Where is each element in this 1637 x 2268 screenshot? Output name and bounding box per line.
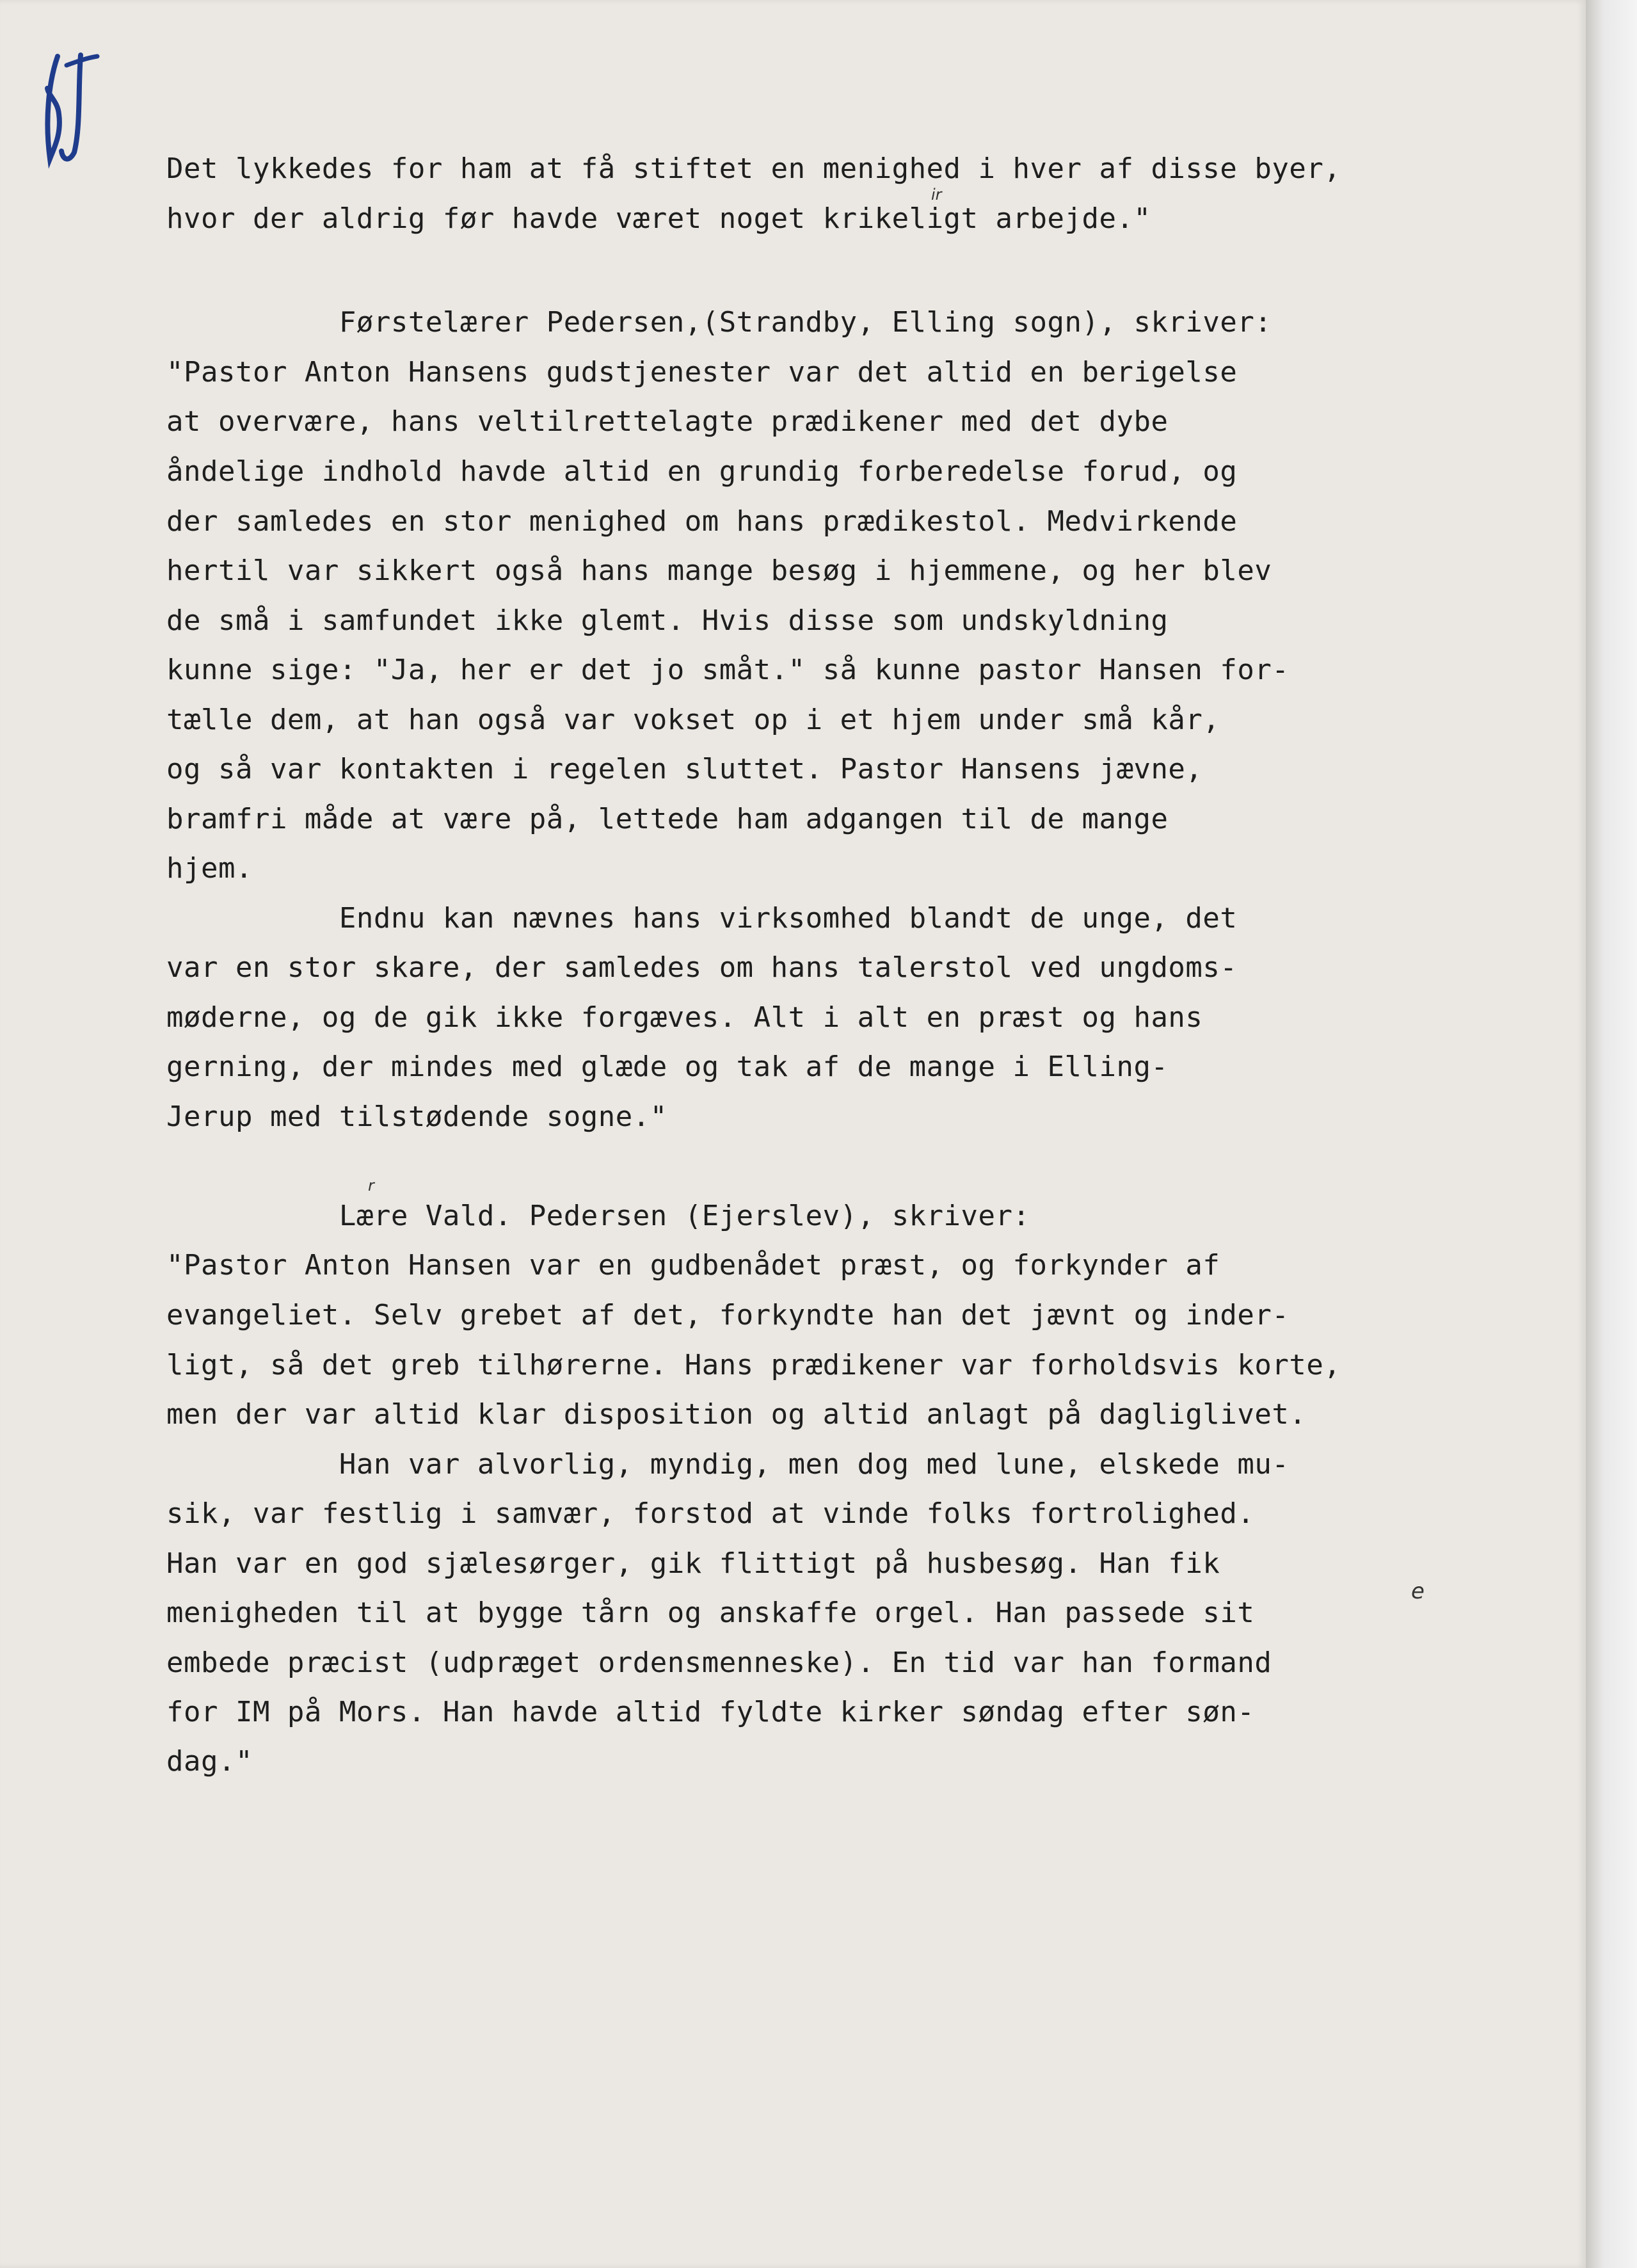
handwritten-correction: e [1411,1579,1425,1604]
text-line: Han var alvorlig, myndig, men dog med lune, elskede mu- [166,1448,1290,1481]
handwritten-initials-mark [36,50,106,172]
handwritten-correction: ir [931,186,942,204]
text-line: hvor der aldrig før havde været noget krikeligt arbejde." [166,202,1151,235]
text-line: ligt, så det greb tilhørerne. Hans prædikener var forholdsvis korte, [166,1349,1341,1381]
text-line: men der var altid klar disposition og altid anlagt på dagliglivet. [166,1398,1307,1431]
scan-edge [1586,0,1637,2268]
text-line: var en stor skare, der samledes om hans talerstol ved ungdoms- [166,951,1238,984]
text-line: tælle dem, at han også var vokset op i et hjem under små kår, [166,704,1220,736]
text-line: hjem. [166,852,253,885]
text-line: "Pastor Anton Hansens gudstjenester var det altid en berigelse [166,356,1238,389]
text-line: Det lykkedes for ham at få stiftet en menighed i hver af disse byer, [166,152,1341,185]
text-line: for IM på Mors. Han havde altid fyldte kirker søndag efter søn- [166,1696,1255,1728]
handwritten-correction: r [368,1177,374,1194]
text-line: at overvære, hans veltilrettelagte prædikener med det dybe [166,405,1169,438]
text-line: dag." [166,1745,253,1778]
text-line: sik, var festlig i samvær, forstod at vinde folks fortrolighed. [166,1497,1255,1530]
text-line: evangeliet. Selv grebet af det, forkyndte han det jævnt og inder- [166,1299,1290,1331]
text-line: "Pastor Anton Hansen var en gudbenådet præst, og forkynder af [166,1249,1220,1282]
text-line: Jerup med tilstødende sogne." [166,1100,667,1133]
text-line: kunne sige: "Ja, her er det jo småt." så kunne pastor Hansen for- [166,654,1290,686]
text-line: der samledes en stor menighed om hans prædikestol. Medvirkende [166,505,1238,538]
text-line: Førstelærer Pedersen,(Strandby, Elling sogn), skriver: [166,306,1272,339]
text-line: hertil var sikkert også hans mange besøg i hjemmene, og her blev [166,554,1272,587]
text-line: bramfri måde at være på, lettede ham adgangen til de mange [166,803,1169,835]
text-line: Endnu kan nævnes hans virksomhed blandt de unge, det [166,902,1238,935]
text-line: menigheden til at bygge tårn og anskaffe orgel. Han passede sit [166,1596,1255,1629]
text-line: og så var kontakten i regelen sluttet. Pastor Hansens jævne, [166,753,1203,785]
text-line: åndelige indhold havde altid en grundig forberedelse forud, og [166,455,1238,488]
text-line: embede præcist (udpræget ordensmenneske). En tid var han formand [166,1646,1272,1679]
text-line: Han var en god sjælesørger, gik flittigt på husbesøg. Han fik [166,1547,1220,1580]
text-line: gerning, der mindes med glæde og tak af de mange i Elling- [166,1050,1169,1083]
text-line: møderne, og de gik ikke forgæves. Alt i alt en præst og hans [166,1001,1203,1034]
text-line: de små i samfundet ikke glemt. Hvis disse som undskyldning [166,604,1169,637]
text-line: Lære Vald. Pedersen (Ejerslev), skriver: [166,1200,1030,1232]
